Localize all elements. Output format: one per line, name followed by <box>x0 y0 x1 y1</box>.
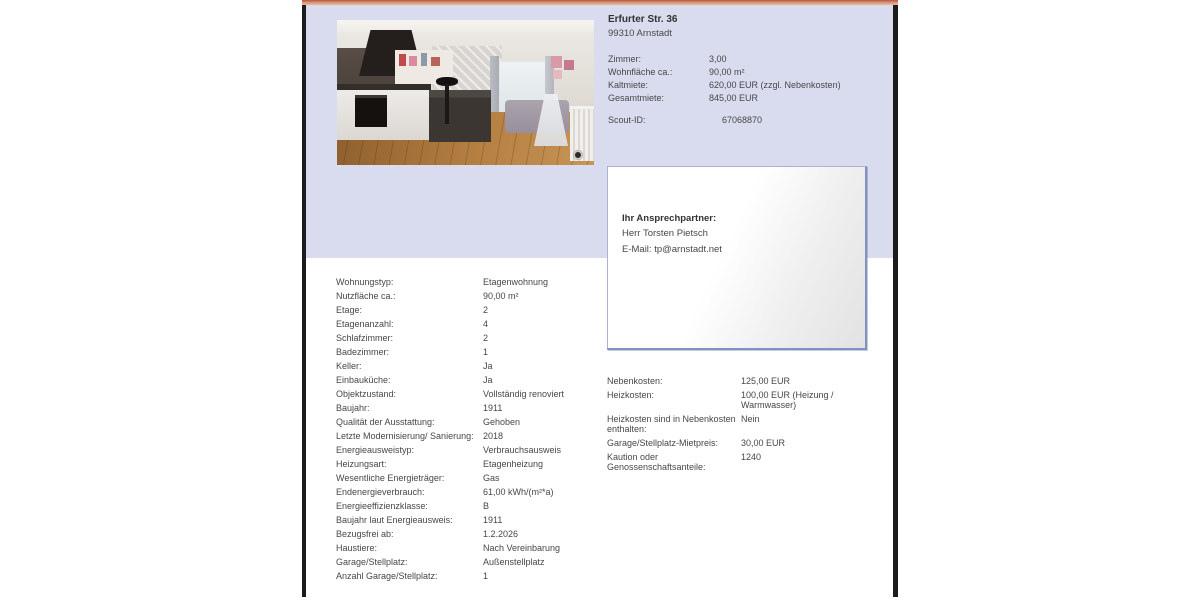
detail-value: Nein <box>741 414 760 424</box>
summary-row <box>608 67 894 77</box>
summary-row <box>608 80 894 90</box>
summary-label: Wohnfläche ca.: <box>608 67 673 77</box>
detail-row <box>336 445 611 455</box>
detail-label: Keller: <box>336 361 362 371</box>
detail-value: 4 <box>483 319 489 329</box>
detail-label: Garage/Stellplatz-Mietpreis: <box>607 438 719 448</box>
detail-row <box>336 417 611 427</box>
detail-value: 90,00 m² <box>483 291 519 301</box>
detail-row <box>336 515 611 525</box>
summary-label: Kaltmiete: <box>608 80 649 90</box>
summary-value: 90,00 m² <box>709 67 745 77</box>
photo-oven <box>355 95 387 127</box>
photo-wall-art <box>553 70 562 79</box>
detail-value: 1 <box>483 571 489 581</box>
summary-label: Gesamtmiete: <box>608 93 665 103</box>
photo-kitchen-island <box>429 90 491 142</box>
detail-value: 2018 <box>483 431 504 441</box>
detail-row <box>336 557 611 567</box>
detail-row <box>336 403 611 413</box>
detail-label: Anzahl Garage/Stellplatz: <box>336 571 438 581</box>
detail-row <box>336 389 611 399</box>
details-left-column <box>336 277 611 585</box>
detail-label: Schlafzimmer: <box>336 333 394 343</box>
detail-value: Nach Vereinbarung <box>483 543 561 553</box>
detail-label: Heizungsart: <box>336 459 387 469</box>
address-city: 99310 Arnstadt <box>608 28 672 39</box>
detail-row <box>336 529 611 539</box>
document-page <box>302 0 898 597</box>
detail-value: 1.2.2026 <box>483 529 519 539</box>
detail-label: Heizkosten: <box>607 390 655 400</box>
detail-row <box>336 333 611 343</box>
scout-id-value: 67068870 <box>722 115 763 125</box>
detail-label: Badezimmer: <box>336 347 390 357</box>
scout-id-label: Scout-ID: <box>608 115 646 125</box>
detail-label: Qualität der Ausstattung: <box>336 417 435 427</box>
detail-row <box>607 390 899 410</box>
summary-row <box>608 54 894 64</box>
photo-curtain-left <box>490 56 499 114</box>
detail-row <box>336 571 611 581</box>
detail-row <box>607 452 899 472</box>
summary-label: Zimmer: <box>608 54 641 64</box>
detail-label: Heizkosten sind in Nebenkosten enthalten: <box>607 414 736 434</box>
scout-id-row <box>608 115 894 125</box>
photo-shelf-item <box>399 54 406 66</box>
summary-value: 845,00 EUR <box>709 93 759 103</box>
detail-label: Energieausweistyp: <box>336 445 415 455</box>
detail-value: Ja <box>483 361 493 371</box>
detail-label: Haustiere: <box>336 543 378 553</box>
detail-value: B <box>483 501 490 511</box>
address-street: Erfurter Str. 36 <box>608 14 678 25</box>
detail-row <box>607 438 899 448</box>
detail-row <box>336 431 611 441</box>
detail-label: Baujahr: <box>336 403 370 413</box>
contact-email: E-Mail: tp@arnstadt.net <box>622 244 722 255</box>
detail-row <box>336 375 611 385</box>
detail-label: Nutzfläche ca.: <box>336 291 396 301</box>
detail-value: 1911 <box>483 403 503 413</box>
detail-value: Ja <box>483 375 493 385</box>
detail-label: Nebenkosten: <box>607 376 663 386</box>
contact-heading: Ihr Ansprechpartner: <box>622 213 717 224</box>
detail-label: Endenergieverbrauch: <box>336 487 425 497</box>
detail-value: Etagenwohnung <box>483 277 549 287</box>
detail-row <box>607 376 899 386</box>
detail-value: Vollständig renoviert <box>483 389 565 399</box>
detail-row <box>607 414 899 434</box>
contact-name: Herr Torsten Pietsch <box>622 228 708 239</box>
detail-row <box>336 543 611 553</box>
detail-row <box>336 277 611 287</box>
detail-label: Wesentliche Energieträger: <box>336 473 445 483</box>
detail-label: Energieeffizienzklasse: <box>336 501 428 511</box>
contact-card <box>607 166 867 350</box>
detail-label: Einbauküche: <box>336 375 391 385</box>
detail-label: Objektzustand: <box>336 389 397 399</box>
detail-label: Kaution oder Genossenschaftsanteile: <box>607 452 706 472</box>
detail-label: Etage: <box>336 305 363 315</box>
property-photo <box>337 20 594 165</box>
detail-value: 1240 <box>741 452 762 462</box>
detail-label: Letzte Modernisierung/ Sanierung: <box>336 431 474 441</box>
detail-value: Etagenheizung <box>483 459 544 469</box>
detail-row <box>336 347 611 357</box>
detail-label: Garage/Stellplatz: <box>336 557 408 567</box>
detail-label: Bezugsfrei ab: <box>336 529 394 539</box>
detail-row <box>336 459 611 469</box>
detail-value: 1911 <box>483 515 503 525</box>
detail-row <box>336 487 611 497</box>
photo-watermark-icon <box>573 150 583 160</box>
price-summary <box>608 54 894 103</box>
detail-label: Etagenanzahl: <box>336 319 394 329</box>
detail-row <box>336 291 611 301</box>
detail-value: Verbrauchsausweis <box>483 445 562 455</box>
detail-value: 2 <box>483 333 489 343</box>
detail-value: 2 <box>483 305 489 315</box>
detail-value: Gehoben <box>483 417 521 427</box>
detail-value: Außenstellplatz <box>483 557 545 567</box>
photo-shelf-item <box>421 53 427 66</box>
detail-value: Gas <box>483 473 500 483</box>
detail-row <box>336 361 611 371</box>
detail-row <box>336 305 611 315</box>
photo-bar-stool-pole <box>445 84 449 124</box>
summary-value: 3,00 <box>709 54 727 64</box>
detail-row <box>336 319 611 329</box>
detail-row <box>336 501 611 511</box>
photo-shelf-item <box>409 56 417 66</box>
photo-wall-art <box>564 60 574 70</box>
detail-label: Wohnungstyp: <box>336 277 394 287</box>
detail-value: 100,00 EUR (Heizung / Warmwasser) <box>741 390 834 410</box>
address-block <box>608 13 894 125</box>
detail-value: 61,00 kWh/(m²*a) <box>483 487 554 497</box>
detail-value: 30,00 EUR <box>741 438 786 448</box>
detail-value: 1 <box>483 347 489 357</box>
detail-row <box>336 473 611 483</box>
summary-value: 620,00 EUR (zzgl. Nebenkosten) <box>709 80 841 90</box>
contact-card-content <box>622 211 722 257</box>
summary-row <box>608 93 894 103</box>
detail-label: Baujahr laut Energieausweis: <box>336 515 453 525</box>
detail-value: 125,00 EUR <box>741 376 791 386</box>
photo-shelf-item <box>431 57 440 66</box>
details-right-column <box>607 376 899 476</box>
photo-wall-art <box>551 56 562 68</box>
